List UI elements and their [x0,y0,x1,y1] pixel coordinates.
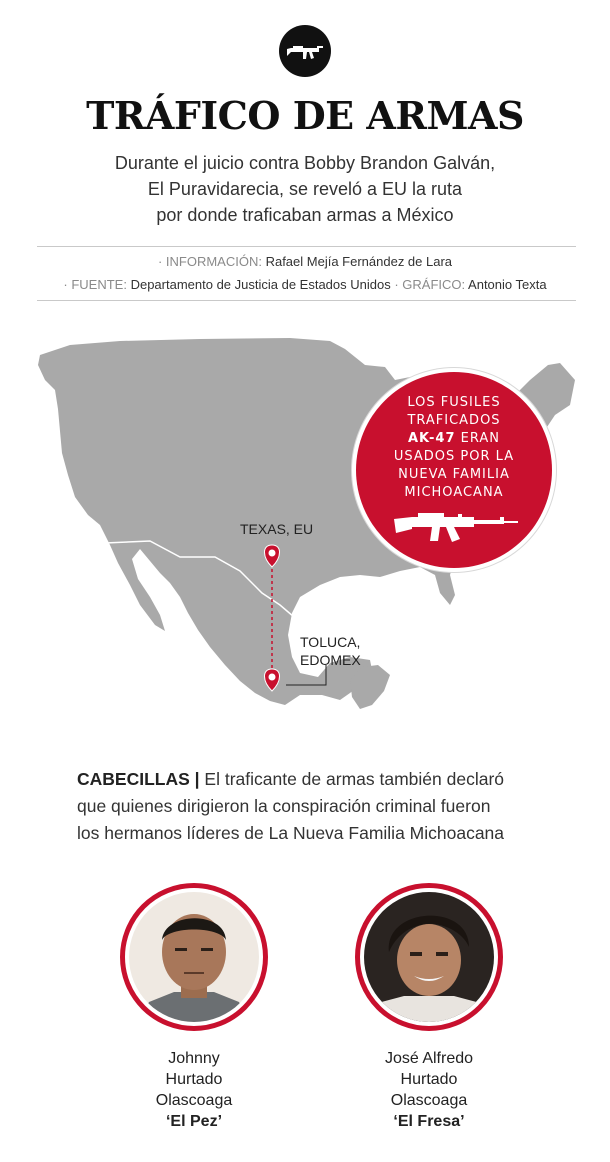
credit-value: Rafael Mejía Fernández de Lara [265,254,453,269]
rifle-icon [279,25,331,77]
leaders-line: El traficante de armas también declaró [199,769,505,789]
callout-highlight: AK-47 [408,431,456,446]
callout-line: MICHOACANA [404,485,504,500]
leaders-description [77,766,547,847]
person-name: José Alfredo Hurtado Olascoaga ‘El Fresa’ [384,1050,474,1130]
destination-label: TOLUCA, [300,634,361,650]
divider [37,300,576,301]
leaders-line: los hermanos líderes de La Nueva Familia Michoacana [77,823,505,843]
callout-line: LOS FUSILES [407,395,501,410]
person-photo [129,892,259,1022]
person-name: Johnny Hurtado Olascoaga ‘El Pez’ [155,1050,233,1130]
callout-circle [356,372,552,568]
credit-value: Departamento de Justicia de Estados Unidos [130,277,391,292]
subtitle-line: Durante el juicio contra Bobby Brandon Galván, [114,153,496,173]
credit-label: · FUENTE: [63,277,127,292]
portrait-avatar [120,883,268,1031]
page-title: TRÁFICO DE ARMAS [86,93,524,138]
person-alias: ‘El Pez’ [165,1113,223,1130]
person-photo [364,892,494,1022]
subtitle-line: por donde traficaban armas a México [156,205,454,225]
divider [37,246,576,247]
callout-line: TRAFICADOS [407,413,501,428]
credit-label: · GRÁFICO: [394,277,466,292]
subtitle [60,150,550,228]
leaders-line: que quienes dirigieron la conspiración criminal fueron [77,796,491,816]
callout-line: USADOS POR LA [393,449,515,464]
subtitle-line: El Puravidarecia, se reveló a EU la ruta [147,179,463,199]
person-alias: ‘El Fresa’ [393,1113,465,1130]
credit-label: · INFORMACIÓN: [157,254,262,269]
callout-text [356,394,552,502]
portrait-avatar [355,883,503,1031]
credit-value: Antonio Texta [468,277,547,292]
callout-line: AK-47 ERAN [408,431,500,446]
origin-label: TEXAS, EU [240,521,314,537]
leaders-heading: CABECILLAS | [77,769,200,789]
destination-label: EDOMEX [300,652,361,668]
credit-info [0,254,610,269]
rifle-icon [394,509,518,545]
callout-line: NUEVA FAMILIA [398,467,510,482]
credit-source [0,277,610,292]
